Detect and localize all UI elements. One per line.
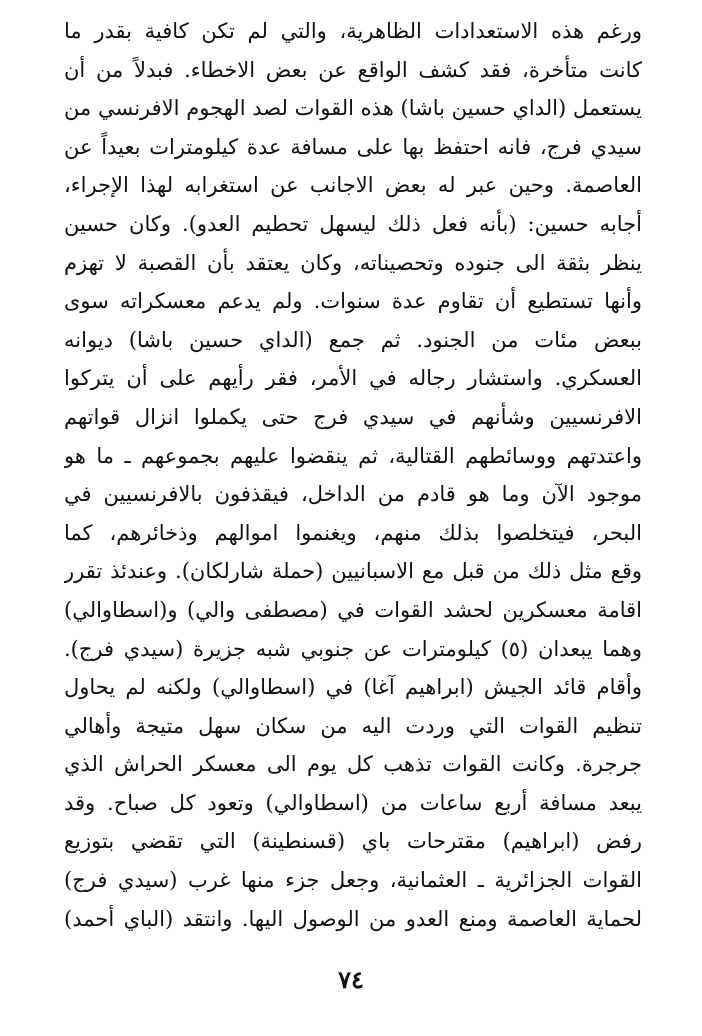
page-number: ٧٤	[338, 965, 364, 994]
text-line: موجود الآن وما هو قادم من الداخل، فيقذفون بالافرنسيين في	[64, 482, 642, 507]
text-line: جرجرة. وكانت القوات تذهب كل يوم الى معسكر الحراش الذي	[64, 752, 642, 777]
text-line: وأنها تستطيع أن تقاوم عدة سنوات. ولم يدعم معسكراته سوى	[64, 289, 642, 314]
text-line: ورغم هذه الاستعدادات الظاهرية، والتي لم تكن كافية بقدر ما	[64, 19, 642, 43]
text-line: الافرنسيين وشأنهم في سيدي فرج حتى يكملوا انزال قواتهم	[64, 404, 642, 429]
body-text	[64, 12, 642, 938]
text-line: وهما يبعدان (٥) كيلومترات عن جنوبي شبه جزيرة (سيدي فرج).	[64, 636, 642, 661]
text-line: تنظيم القوات التي وردت اليه من سكان سهل متيجة وأهالي	[64, 713, 642, 738]
text-line: سيدي فرج، فانه احتفظ بها على مسافة عدة كيلومترات بعيداً عن	[64, 134, 642, 159]
text-line: يستعمل (الداي حسين باشا) هذه القوات لصد الهجوم الافرنسي من	[64, 96, 642, 121]
text-line: ينظر بثقة الى جنوده وتحصيناته، وكان يعتقد بأن القصبة لا تهزم	[64, 250, 642, 275]
text-line: لحماية العاصمة ومنع العدو من الوصول اليها. وانتقد (الباي أحمد)	[64, 906, 642, 931]
text-line: ببعض مئات من الجنود. ثم جمع (الداي حسين باشا) ديوانه	[64, 327, 642, 352]
text-line: يبعد مسافة أربع ساعات من (اسطاوالي) وتعود كل صباح. وقد	[64, 790, 642, 815]
text-line: وأقام قائد الجيش (ابراهيم آغا) في (اسطاوالي) ولكنه لم يحاول	[64, 675, 642, 700]
text-line: كانت متأخرة، فقد كشف الواقع عن بعض الاخطاء. فبدلاً من أن	[64, 57, 642, 82]
text-line: واعتدتهم ووسائطهم القتالية، ثم ينقضوا عليهم بجموعهم ـ ما هو	[64, 443, 642, 468]
text-line: اقامة معسكرين لحشد القوات في (مصطفى والي) و(اسطاوالي)	[64, 597, 642, 622]
text-line: العاصمة. وحين عبر له بعض الاجانب عن استغرابه لهذا الإجراء،	[64, 173, 642, 198]
text-line: العسكري. واستشار رجاله في الأمر، فقر رأيهم على أن يتركوا	[64, 366, 642, 391]
text-line: أجابه حسين: (بأنه فعل ذلك ليسهل تحطيم العدو). وكان حسين	[64, 211, 642, 236]
text-line: القوات الجزائرية ـ العثمانية، وجعل جزء منها غرب (سيدي فرج)	[64, 868, 642, 893]
text-line: البحر، فيتخلصوا بذلك منهم، ويغنموا اموالهم وذخائرهم، كما	[64, 520, 642, 545]
text-line: وقع مثل ذلك من قبل مع الاسبانيين (حملة شارلكان). وعندئذ تقرر	[64, 559, 642, 584]
text-line: رفض (ابراهيم) مقترحات باي (قسنطينة) التي تقضي بتوزيع	[64, 829, 642, 854]
